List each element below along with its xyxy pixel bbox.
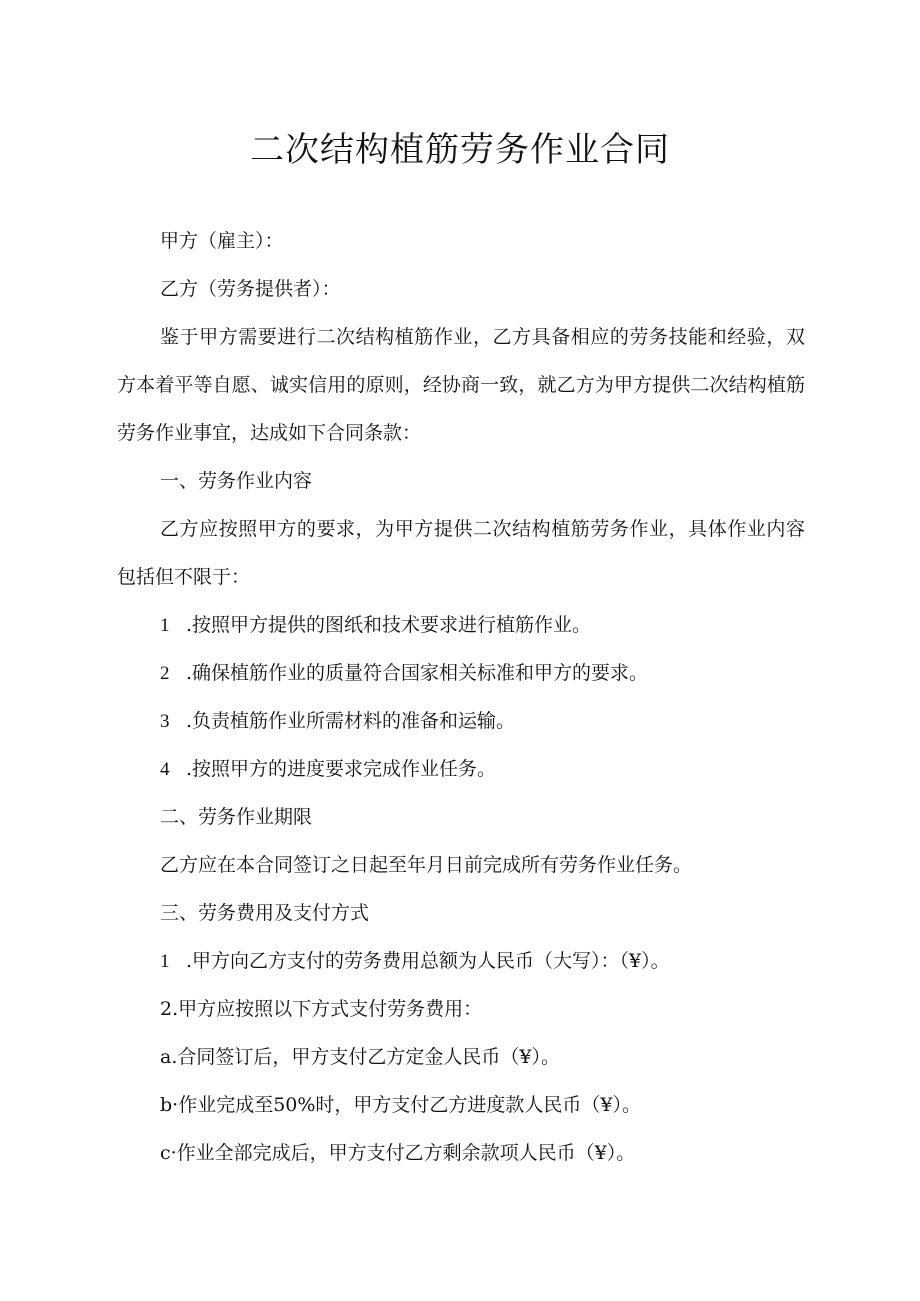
list-item-number: 4 (160, 759, 170, 780)
list-item-number: 3 (160, 711, 170, 732)
preamble-paragraph: 鉴于甲方需要进行二次结构植筋作业，乙方具备相应的劳务技能和经验，双方本着平等自愿、诚实信用的原则，经协商一致，就乙方为甲方提供二次结构植筋劳务作业事宜，达成如下合同条款： (117, 326, 805, 444)
list-item-text: .按照甲方的进度要求完成作业任务。 (186, 758, 497, 780)
list-item-text: .甲方向乙方支付的劳务费用总额为人民币（大写）：（¥）。 (186, 950, 670, 972)
section-3-heading: 三、劳务费用及支付方式 (160, 902, 370, 924)
list-item (160, 661, 648, 686)
list-item-number: 1 (160, 615, 170, 636)
party-a-label: 甲方（雇主）： (160, 230, 284, 252)
payment-final: c·作业全部完成后，甲方支付乙方剩余款项人民币（¥）。 (160, 1142, 636, 1164)
section-1-heading: 一、劳务作业内容 (160, 470, 313, 492)
list-item-text: .负责植筋作业所需材料的准备和运输。 (186, 710, 516, 732)
section-2-text: 乙方应在本合同签订之日起至年月日前完成所有劳务作业任务。 (160, 854, 693, 876)
payment-method-intro: 2.甲方应按照以下方式支付劳务费用： (160, 998, 483, 1020)
list-item (160, 709, 515, 734)
payment-progress: b·作业完成至50%时，甲方支付乙方进度款人民币（¥）。 (160, 1094, 642, 1116)
list-item-text: .按照甲方提供的图纸和技术要求进行植筋作业。 (186, 614, 592, 636)
section-2-heading: 二、劳务作业期限 (160, 806, 313, 828)
page-title: 二次结构植筋劳务作业合同 (250, 130, 670, 170)
list-item-text: .确保植筋作业的质量符合国家相关标准和甲方的要求。 (186, 662, 649, 684)
payment-deposit: a.合同签订后，甲方支付乙方定金人民币（¥）。 (160, 1046, 560, 1068)
list-item (160, 613, 591, 638)
list-item-number: 1 (160, 951, 170, 972)
party-b-label: 乙方（劳务提供者）： (160, 278, 341, 300)
list-item (160, 949, 670, 974)
section-1-intro: 乙方应按照甲方的要求，为甲方提供二次结构植筋劳务作业，具体作业内容包括但不限于： (117, 518, 805, 588)
list-item-number: 2 (160, 663, 170, 684)
list-item (160, 757, 496, 782)
